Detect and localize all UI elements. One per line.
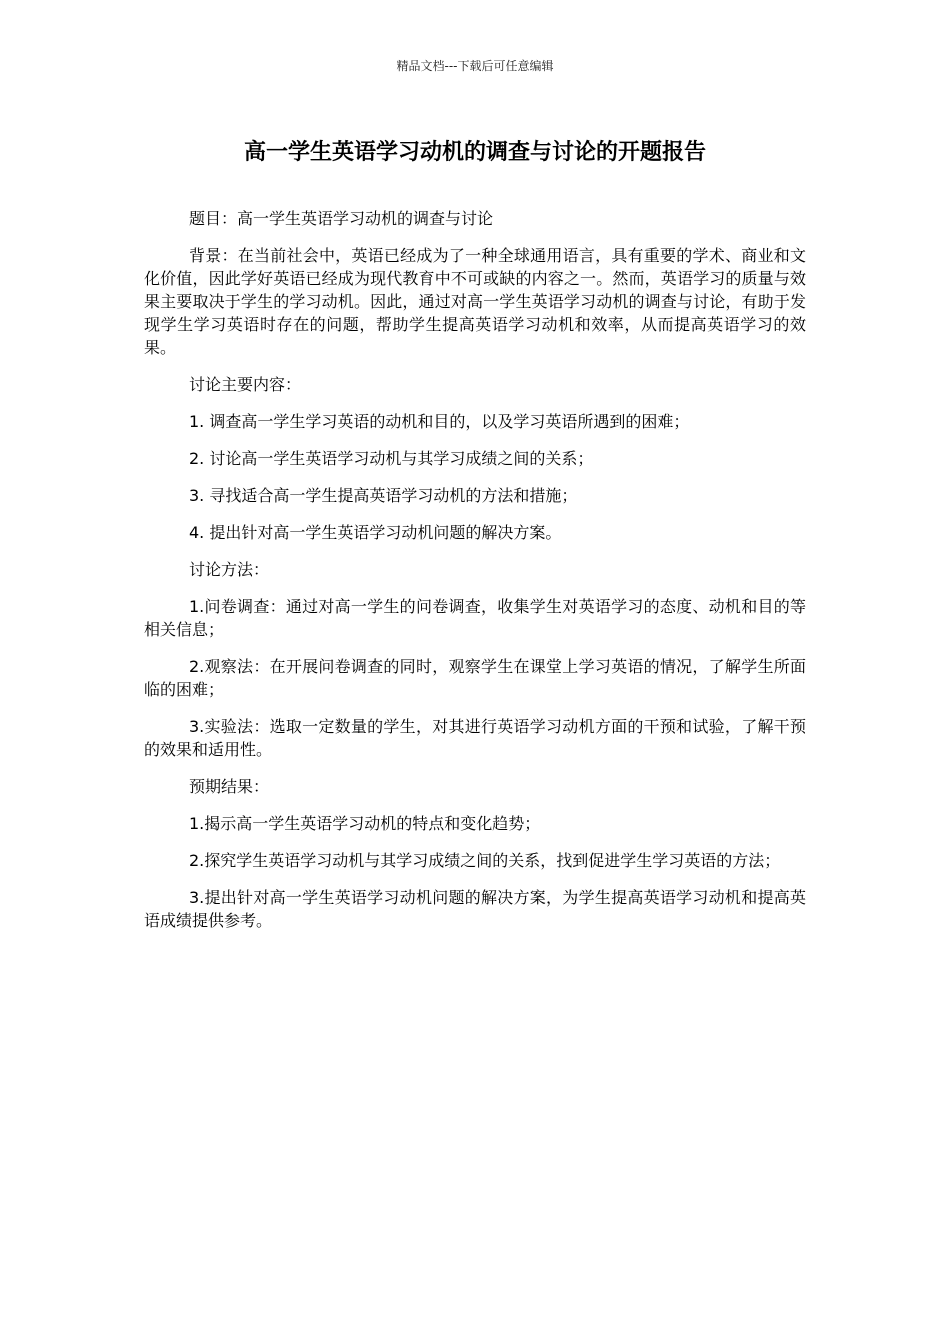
method-item: 1.问卷调查：通过对高一学生的问卷调查，收集学生对英语学习的态度、动机和目的等相关信息；: [144, 597, 806, 639]
method-heading: 讨论方法：: [189, 560, 270, 579]
content-item: 4. 提出针对高一学生英语学习动机问题的解决方案。: [189, 523, 562, 542]
method-item: 2.观察法：在开展问卷调查的同时，观察学生在课堂上学习英语的情况，了解学生所面临的困难；: [144, 657, 806, 699]
result-item: 3.提出针对高一学生英语学习动机问题的解决方案，为学生提高英语学习动机和提高英语成绩提供参考。: [144, 888, 806, 930]
result-heading: 预期结果：: [189, 777, 270, 796]
document-body: [144, 207, 806, 946]
content-heading: 讨论主要内容：: [189, 375, 302, 394]
method-item: 3.实验法：选取一定数量的学生，对其进行英语学习动机方面的干预和试验，了解干预的效果和适用性。: [144, 717, 806, 759]
content-item: 2. 讨论高一学生英语学习动机与其学习成绩之间的关系；: [189, 449, 594, 468]
result-item: 2.探究学生英语学习动机与其学习成绩之间的关系，找到促进学生学习英语的方法；: [189, 851, 781, 870]
topic-paragraph: 题目：高一学生英语学习动机的调查与讨论: [189, 209, 494, 228]
result-item: 1.揭示高一学生英语学习动机的特点和变化趋势；: [189, 814, 541, 833]
content-item: 1. 调查高一学生学习英语的动机和目的，以及学习英语所遇到的困难；: [189, 412, 690, 431]
document-title: 高一学生英语学习动机的调查与讨论的开题报告: [243, 140, 706, 165]
running-header: 精品文档---下载后可任意编辑: [396, 59, 554, 73]
content-item: 3. 寻找适合高一学生提高英语学习动机的方法和措施；: [189, 486, 578, 505]
background-paragraph: 背景：在当前社会中，英语已经成为了一种全球通用语言，具有重要的学术、商业和文化价值，因此学好英语已经成为现代教育中不可或缺的内容之一。然而，英语学习的质量与效果主要取决于学生的学习动机。因此，通过对高一学生英语学习动机的调查与讨论，有助于发现学生学习英语时存在的问题，帮助学生提高英语学习动机和效率，从而提高英语学习的效果。: [144, 246, 806, 357]
